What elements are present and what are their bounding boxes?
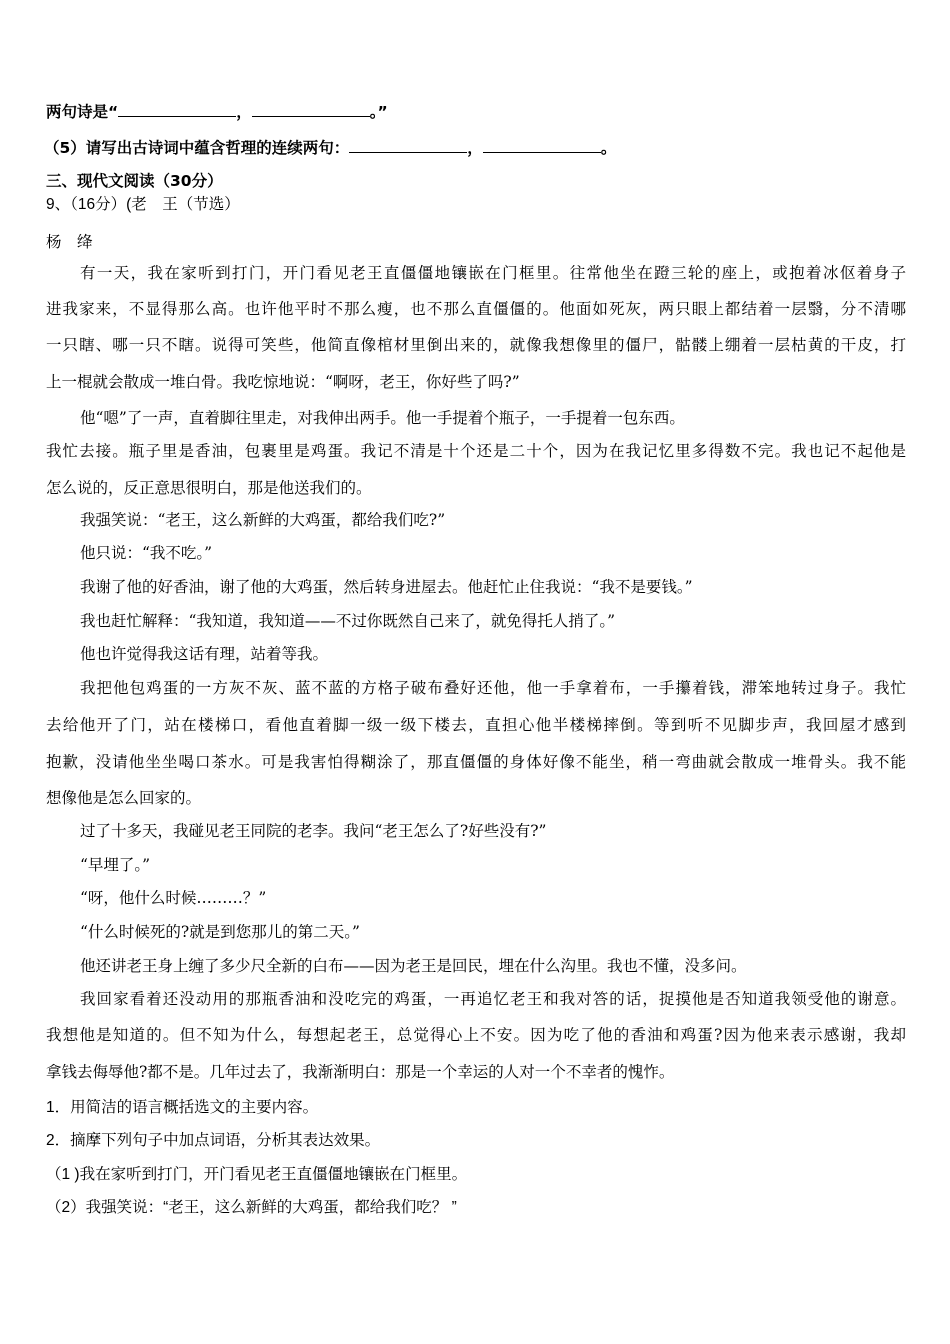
- passage-line: 我想他是知道的。但不知为什么，每想起老王，总觉得心上不安。因为吃了他的香油和鸡蛋?因为他来表示感谢，我却: [46, 1026, 906, 1044]
- section-heading: 三、现代文阅读（30分）: [46, 172, 223, 190]
- question-item: 2．摘摩下列句子中加点词语，分析其表达效果。: [46, 1132, 381, 1149]
- passage-line: 想像他是怎么回家的。: [46, 789, 202, 807]
- passage-line: 他还讲老王身上缠了多少尺全新的白布——因为老王是回民，埋在什么沟里。我也不懂，没多问。: [80, 957, 747, 975]
- question-item: （2）我强笑说：“老王，这么新鲜的大鸡蛋，都给我们吃？ ”: [46, 1199, 457, 1216]
- passage-line: 我谢了他的好香油，谢了他的大鸡蛋，然后转身进屋去。他赶忙止住我说：“我不是要钱。”: [80, 578, 693, 596]
- question-heading: 9、（16分）(老 王（节选）: [46, 196, 240, 213]
- passage-line: 怎么说的，反正意思很明白，那是他送我们的。: [46, 479, 372, 497]
- passage-line: 我回家看着还没动用的那瓶香油和没吃完的鸡蛋，一再追忆老王和我对答的话，捉摸他是否知道我领受他的谢意。: [80, 990, 906, 1008]
- answer-blank[interactable]: [118, 100, 236, 117]
- passage-line: 抱歉，没请他坐坐喝口茶水。可是我害怕得糊涂了，那直僵僵的身体好像不能坐，稍一弯曲就会散成一堆骨头。我不能: [46, 753, 906, 771]
- question-item: （1 )我在家听到打门，开门看见老王直僵僵地镶嵌在门框里。: [46, 1166, 468, 1183]
- answer-blank[interactable]: [252, 100, 370, 117]
- answer-blank[interactable]: [349, 136, 467, 153]
- q4-answer-line: 两句诗是“ ， 。”: [46, 100, 906, 123]
- question-item: 1．用简洁的语言概括选文的主要内容。: [46, 1099, 319, 1116]
- passage-line: 进我家来，不显得那么高。也许他平时不那么瘦，也不那么直僵僵的。他面如死灰，两只眼上都结着一层翳，分不清哪: [46, 300, 906, 318]
- passage-line: 拿钱去侮辱他?都不是。几年过去了，我渐渐明白：那是一个幸运的人对一个不幸者的愧怍。: [46, 1063, 675, 1081]
- passage-line: 有一天，我在家听到打门，开门看见老王直僵僵地镶嵌在门框里。往常他坐在蹬三轮的座上，或抱着冰伛着身子: [80, 264, 906, 282]
- passage-line: 他“嗯”了一声，直着脚往里走，对我伸出两手。他一手提着个瓶子，一手提着一包东西。: [80, 409, 685, 427]
- passage-line: 他只说：“我不吃。”: [80, 544, 213, 562]
- passage-line: 我也赶忙解释：“我知道，我知道——不过你既然自己来了，就免得托人捎了。”: [80, 612, 616, 630]
- passage-line: “什么时候死的?就是到您那儿的第二天。”: [80, 923, 360, 941]
- passage-line: 过了十多天，我碰见老王同院的老李。我问“老王怎么了?好些没有?”: [80, 822, 547, 840]
- passage-line: 他也许觉得我这话有理，站着等我。: [80, 645, 329, 663]
- q5-line: （5）请写出古诗词中蕴含哲理的连续两句： ， 。: [44, 136, 904, 159]
- passage-line: 上一棍就会散成一堆白骨。我吃惊地说：“啊呀，老王，你好些了吗?”: [46, 373, 520, 391]
- answer-blank[interactable]: [483, 136, 601, 153]
- passage-line: 我把他包鸡蛋的一方灰不灰、蓝不蓝的方格子破布叠好还他，他一手拿着布，一手攥着钱，滞笨地转过身子。我忙: [80, 679, 906, 697]
- passage-line: 我强笑说：“老王，这么新鲜的大鸡蛋，都给我们吃?”: [80, 511, 446, 529]
- author-line: 杨 绛: [46, 233, 93, 251]
- passage-line: “早埋了。”: [80, 856, 151, 874]
- passage-line: 我忙去接。瓶子里是香油，包裹里是鸡蛋。我记不清是十个还是二十个，因为在我记忆里多得数不完。我也记不起他是: [46, 442, 906, 460]
- passage-line: “呀，他什么时候………？”: [80, 889, 267, 907]
- passage-line: 一只瞎、哪一只不瞎。说得可笑些，他简直像棺材里倒出来的，就像我想像里的僵尸，骷髅上绷着一层枯黄的干皮，打: [46, 336, 906, 354]
- passage-line: 去给他开了门，站在楼梯口，看他直着脚一级一级下楼去，直担心他半楼梯摔倒。等到听不见脚步声，我回屋才感到: [46, 716, 906, 734]
